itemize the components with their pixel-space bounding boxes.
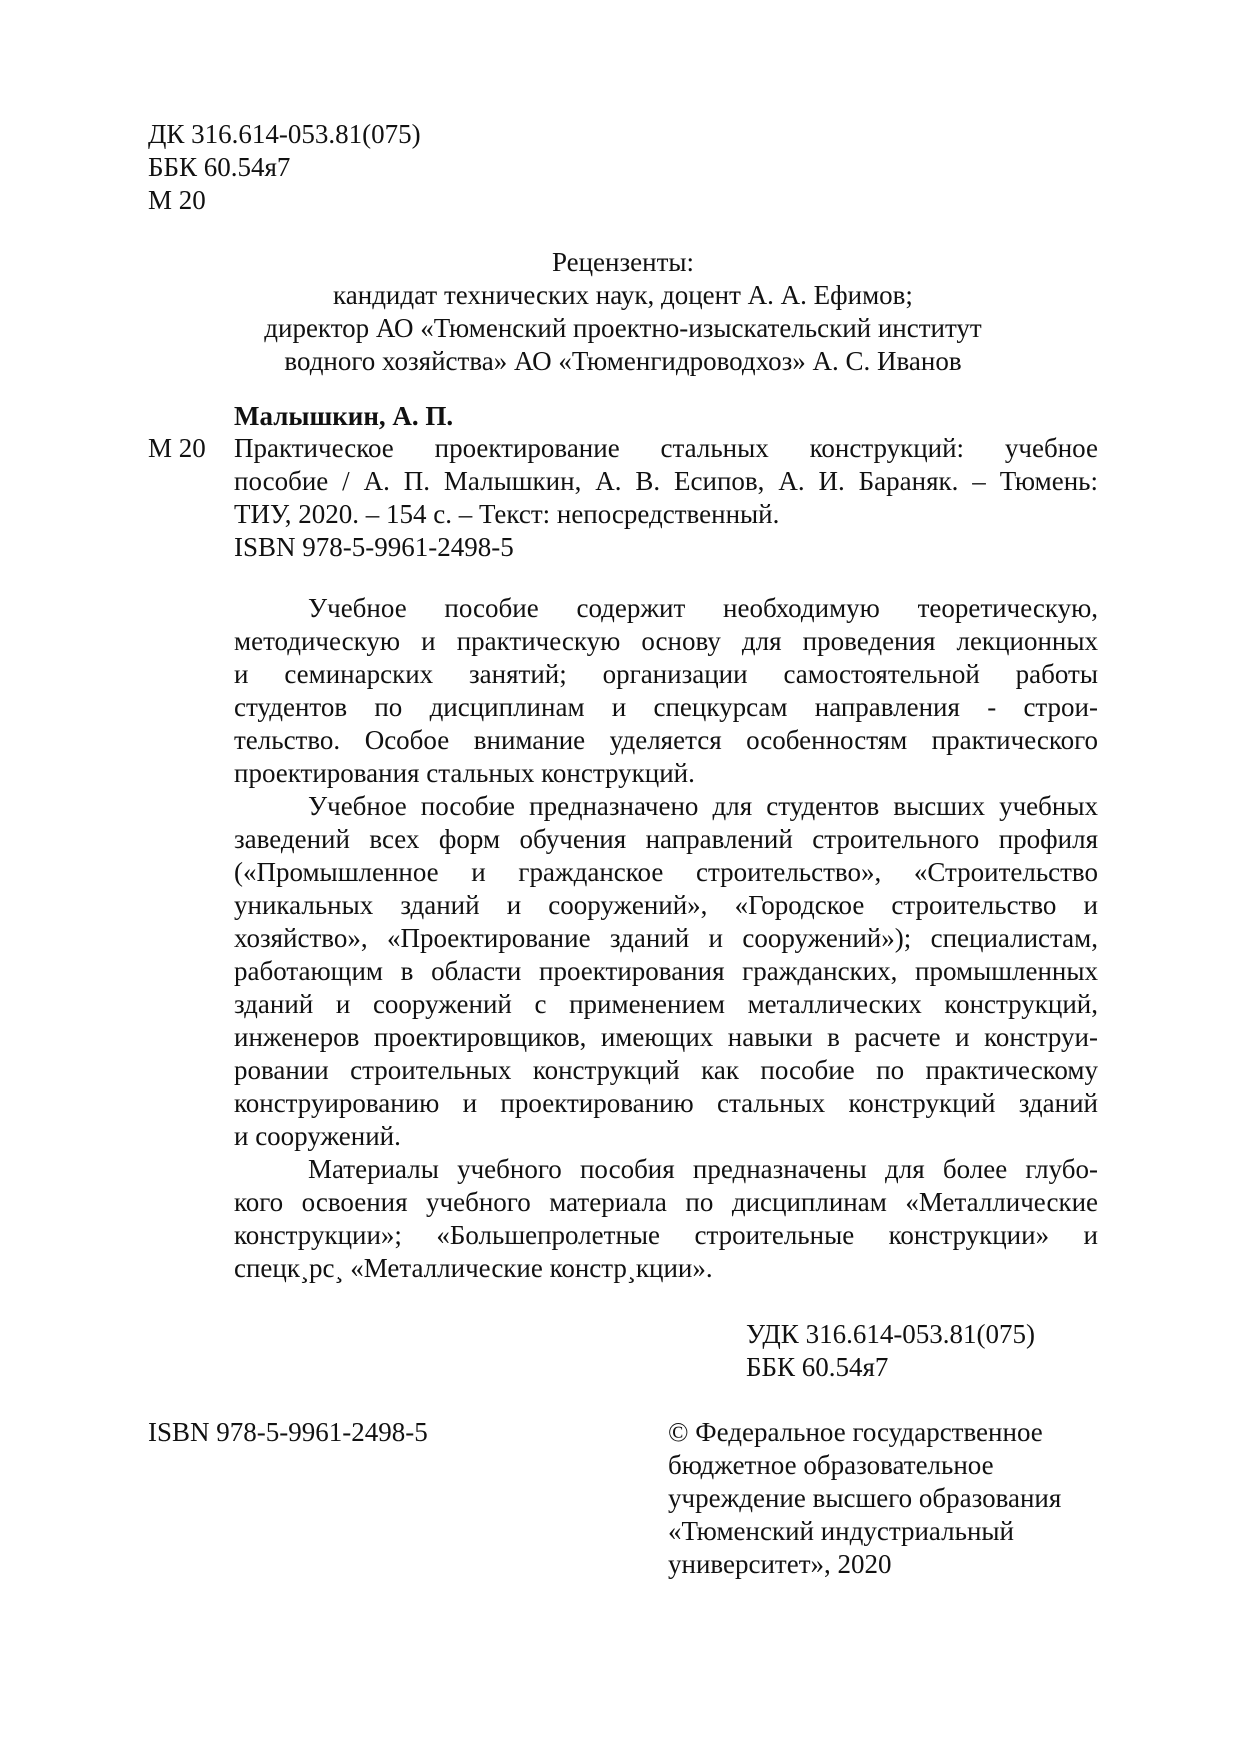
reviewers-title: Рецензенты: <box>551 247 695 277</box>
text-line: студентов по дисциплинам и спецкурсам направления - строи- <box>234 692 1098 722</box>
text-line: ровании строительных конструкций как пособие по практическому <box>234 1055 1098 1085</box>
text-line: («Промышленное и гражданское строительство», «Строительство <box>234 857 1098 887</box>
text-line: Учебное пособие содержит необходимую теоретическую, <box>308 593 1098 623</box>
text-line: хозяйство», «Проектирование зданий и сооружений»); специалистам, <box>234 923 1098 953</box>
udk-code: УДК 316.614-053.81(075) <box>746 1319 1036 1349</box>
classification-codes-bottom <box>746 1318 1035 1384</box>
text-line: кого освоения учебного материала по дисциплинам «Металлические <box>234 1187 1098 1217</box>
reviewer-line: кандидат технических наук, доцент А. А. Ефимов; <box>333 280 913 310</box>
copyright-block <box>668 1416 1108 1581</box>
text-line: и сооружений. <box>234 1121 401 1151</box>
reviewers-block <box>148 246 1098 378</box>
copyright-line: «Тюменский индустриальный <box>668 1516 1014 1546</box>
text-line: инженеров проектировщиков, имеющих навыки в расчете и конструи- <box>234 1022 1098 1052</box>
text-line: заведений всех форм обучения направлений строительного профиля <box>234 824 1098 854</box>
annotation-paragraph-3 <box>234 1153 1098 1285</box>
isbn: ISBN 978-5-9961-2498-5 <box>148 1417 428 1447</box>
text-line: проектирования стальных конструкций. <box>234 758 695 788</box>
text-line: конструкции»; «Большепролетные строительные конструкции» и <box>234 1220 1098 1250</box>
annotation <box>234 592 1098 1285</box>
text-line: работающим в области проектирования гражданских, промышленных <box>234 956 1098 986</box>
bibliographic-description <box>234 432 1098 564</box>
reviewer-line: водного хозяйства» АО «Тюменгидроводхоз» А. С. Иванов <box>284 346 962 376</box>
text-line: Учебное пособие предназначено для студентов высших учебных <box>308 791 1098 821</box>
biblio-line: ТИУ, 2020. – 154 с. – Текст: непосредственный. <box>234 499 780 529</box>
text-line: Материалы учебного пособия предназначены для более глубо- <box>308 1154 1098 1184</box>
cutter-code: М 20 <box>148 185 206 215</box>
author-heading: Малышкин, А. П. <box>234 401 454 431</box>
text-line: зданий и сооружений с применением металлических конструкций, <box>234 989 1098 1019</box>
copyright-line: © Федеральное государственное <box>668 1417 1043 1447</box>
record-cutter-code: М 20 <box>148 433 206 463</box>
reviewer-line: директор АО «Тюменский проектно-изыскательский институт <box>264 313 982 343</box>
text-line: спецк¸рс¸ «Металлические констр¸кции». <box>234 1253 713 1283</box>
biblio-line: пособие / А. П. Малышкин, А. В. Есипов, А. И. Бараняк. – Тюмень: <box>234 466 1098 496</box>
classification-codes-top <box>148 118 421 217</box>
text-line: методическую и практическую основу для проведения лекционных <box>234 626 1098 656</box>
biblio-line: Практическое проектирование стальных конструкций: учебное <box>234 433 1098 463</box>
bbk-code: ББК 60.54я7 <box>148 152 291 182</box>
text-line: тельство. Особое внимание уделяется особенностям практического <box>234 725 1098 755</box>
text-line: уникальных зданий и сооружений», «Городское строительство и <box>234 890 1098 920</box>
text-line: и семинарских занятий; организации самостоятельной работы <box>234 659 1098 689</box>
udk-code: ДК 316.614-053.81(075) <box>148 119 421 149</box>
copyright-line: учреждение высшего образования <box>668 1483 1062 1513</box>
bbk-code: ББК 60.54я7 <box>746 1352 889 1382</box>
copyright-line: бюджетное образовательное <box>668 1450 994 1480</box>
text-line: конструированию и проектированию стальных конструкций зданий <box>234 1088 1098 1118</box>
annotation-paragraph-1 <box>234 592 1098 790</box>
annotation-paragraph-2 <box>234 790 1098 1153</box>
isbn-line: ISBN 978-5-9961-2498-5 <box>234 532 514 562</box>
copyright-line: университет», 2020 <box>668 1549 892 1579</box>
